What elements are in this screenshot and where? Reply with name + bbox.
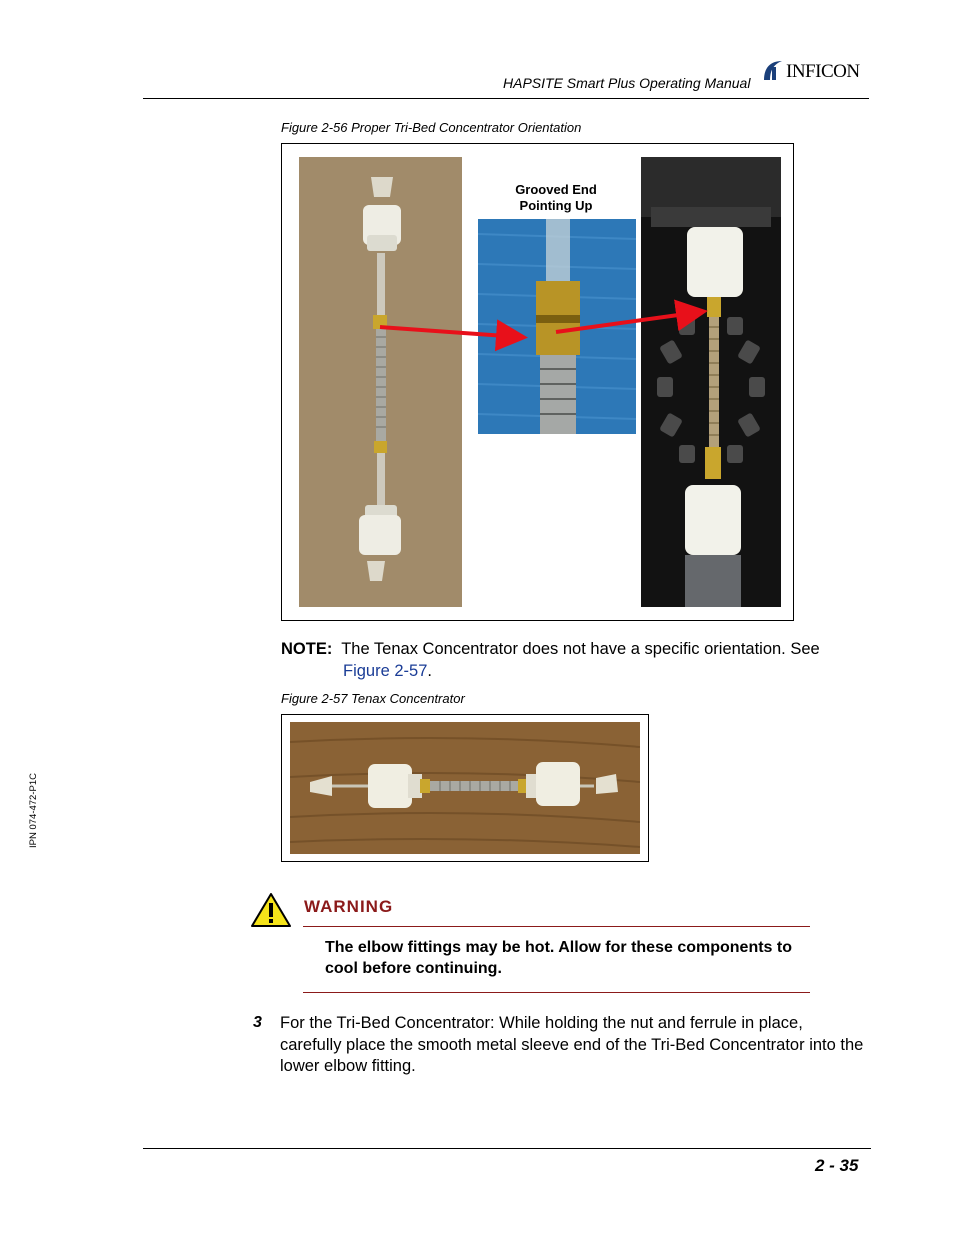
note-text: The Tenax Concentrator does not have a specific orientation. See <box>341 640 820 658</box>
warning-rule-bottom <box>303 992 810 993</box>
callout-line-1: Grooved End <box>515 182 597 197</box>
figure-2-57-caption: Figure 2-57 Tenax Concentrator <box>281 691 465 706</box>
inficon-logo <box>760 58 872 84</box>
running-header: HAPSITE Smart Plus Operating Manual <box>503 75 751 91</box>
warning-rule-top <box>303 926 810 927</box>
step-number: 3 <box>253 1014 262 1031</box>
figure-2-57-frame <box>281 714 649 862</box>
arrow-left-to-closeup <box>380 327 520 337</box>
figure-2-56-frame <box>281 143 794 621</box>
warning-title: WARNING <box>304 897 394 916</box>
page-number: 2 - 35 <box>815 1156 859 1175</box>
warning-text: The elbow fittings may be hot. Allow for these components to cool before continuing. <box>325 939 792 977</box>
note-period: . <box>427 662 432 680</box>
orientation-arrows <box>282 144 795 622</box>
note-paragraph <box>281 638 861 682</box>
header-rule <box>143 98 869 99</box>
step-text: For the Tri-Bed Concentrator: While holding the nut and ferrule in place, carefully place the smooth metal sleeve end of the Tri-Bed Concentrator into the lower elbow fitting. <box>280 1014 864 1075</box>
figure-2-57-link[interactable]: Figure 2-57 <box>343 662 428 680</box>
logo-text: INFICON <box>786 61 860 82</box>
tenax-concentrator-photo <box>290 722 640 854</box>
note-label: NOTE: <box>281 640 333 658</box>
arrow-closeup-to-installed <box>556 312 700 332</box>
logo-mark-icon <box>760 58 786 84</box>
callout-line-2: Pointing Up <box>519 198 593 213</box>
warning-triangle-icon <box>250 892 292 928</box>
side-part-number: IPN 074-472-P1C <box>28 773 39 848</box>
figure-2-56-caption: Figure 2-56 Proper Tri-Bed Concentrator Orientation <box>281 120 582 135</box>
footer-rule <box>143 1148 871 1149</box>
